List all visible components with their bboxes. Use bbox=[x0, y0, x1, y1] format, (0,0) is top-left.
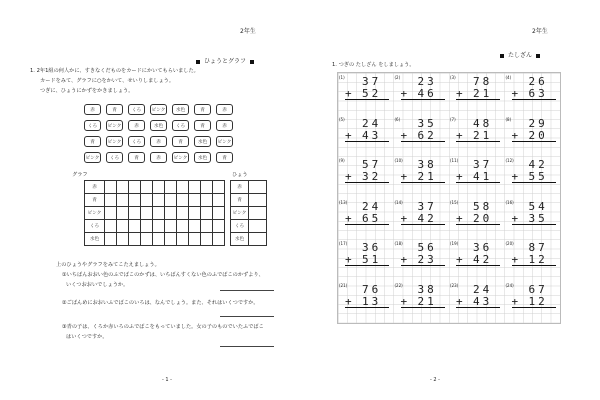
graph-cell[interactable] bbox=[117, 220, 129, 233]
color-card: 青 bbox=[194, 120, 211, 131]
addition-problem bbox=[395, 158, 449, 186]
table-row bbox=[231, 207, 267, 220]
plus-sign: + bbox=[511, 211, 522, 225]
addend-bottom: 43 bbox=[362, 128, 382, 142]
square-bullet-icon bbox=[500, 54, 504, 58]
addend-top: 36 bbox=[473, 241, 493, 254]
addend-bottom: 35 bbox=[528, 211, 548, 225]
graph-cell[interactable] bbox=[189, 233, 201, 246]
addend-bottom: 21 bbox=[417, 170, 437, 183]
graph-cell[interactable] bbox=[129, 194, 141, 207]
color-card: 青 bbox=[216, 152, 233, 163]
color-card: 水色 bbox=[194, 136, 211, 147]
problem-number: (16) bbox=[505, 199, 514, 205]
graph-cell[interactable] bbox=[165, 181, 177, 194]
graph-cell[interactable] bbox=[153, 220, 165, 233]
problem-number: (19) bbox=[450, 241, 459, 246]
graph-cell[interactable] bbox=[129, 181, 141, 194]
table-row bbox=[231, 194, 267, 207]
problem-number: (6) bbox=[394, 116, 401, 122]
graph-cell[interactable] bbox=[141, 181, 153, 194]
graph-cell[interactable] bbox=[177, 233, 189, 246]
color-card: 赤 bbox=[128, 120, 145, 131]
section-title bbox=[496, 50, 544, 59]
problem-number: (17) bbox=[339, 241, 348, 246]
problem-number: (24) bbox=[505, 282, 514, 288]
sum-line bbox=[401, 182, 445, 183]
sum-line bbox=[401, 265, 445, 266]
addend-bottom: 46 bbox=[417, 87, 437, 100]
plus-sign: + bbox=[456, 128, 466, 142]
graph-cell[interactable] bbox=[201, 233, 213, 246]
sum-line bbox=[401, 99, 445, 100]
graph-cell[interactable] bbox=[213, 194, 225, 207]
table-count-cell[interactable] bbox=[249, 220, 267, 233]
color-card: くろ bbox=[128, 136, 145, 147]
graph-cell[interactable] bbox=[201, 181, 213, 194]
color-card: 青 bbox=[172, 136, 189, 147]
plus-sign: + bbox=[345, 294, 355, 308]
sum-line bbox=[512, 307, 556, 308]
graph-cell[interactable] bbox=[105, 181, 117, 194]
question-1: ①いちばんおおい色のふでばこのかずは、いちばんすくない色のふでばこのかずより、 bbox=[62, 272, 264, 278]
plus-sign: + bbox=[511, 128, 522, 142]
sum-line bbox=[401, 307, 445, 308]
addend-bottom: 21 bbox=[417, 294, 437, 308]
addend-top: 48 bbox=[473, 116, 493, 130]
addend-top: 57 bbox=[362, 158, 382, 171]
addend-top: 24 bbox=[473, 282, 493, 296]
problem-number: (9) bbox=[339, 158, 345, 163]
addend-top: 67 bbox=[528, 282, 548, 296]
addition-problem bbox=[506, 200, 560, 228]
plus-sign: + bbox=[345, 87, 355, 100]
question-3-cont: はいくつですか。 bbox=[66, 334, 108, 340]
addition-problem bbox=[450, 241, 504, 269]
addend-top: 37 bbox=[362, 75, 382, 88]
color-card: ピンク bbox=[172, 152, 189, 163]
graph-row-label: ピンク bbox=[85, 207, 105, 220]
graph-cell[interactable] bbox=[141, 220, 153, 233]
section-title-text: ひょうとグラフ bbox=[204, 58, 247, 65]
plus-sign: + bbox=[400, 294, 411, 308]
color-card: ピンク bbox=[84, 152, 101, 163]
square-bullet-icon bbox=[196, 60, 200, 64]
answer-line[interactable] bbox=[220, 316, 274, 317]
plus-sign: + bbox=[400, 87, 411, 100]
tally-graph bbox=[84, 180, 225, 246]
addend-top: 76 bbox=[362, 282, 382, 296]
addend-top: 87 bbox=[528, 241, 548, 254]
graph-label: グラフ bbox=[72, 172, 88, 178]
graph-cell[interactable] bbox=[117, 207, 129, 220]
question-3: ③青の子は、くろか赤いろのふでばこをもっていました。女の子のものでいたふでばこ bbox=[62, 324, 264, 330]
table-row-label: くろ bbox=[231, 220, 249, 233]
problem-number: (3) bbox=[450, 75, 456, 80]
problem-number: (7) bbox=[450, 116, 456, 122]
addend-bottom: 12 bbox=[528, 294, 548, 308]
graph-cell[interactable] bbox=[189, 207, 201, 220]
graph-cell[interactable] bbox=[117, 233, 129, 246]
addend-top: 58 bbox=[473, 199, 493, 213]
graph-cell[interactable] bbox=[129, 233, 141, 246]
addend-bottom: 20 bbox=[528, 128, 548, 142]
color-card: ピンク bbox=[106, 120, 123, 131]
plus-sign: + bbox=[456, 170, 466, 183]
addend-top: 37 bbox=[417, 199, 437, 213]
addition-problem bbox=[395, 200, 449, 228]
sum-line bbox=[512, 265, 556, 266]
color-card: 青 bbox=[84, 136, 101, 147]
addition-problem bbox=[395, 117, 449, 145]
color-card: 青 bbox=[106, 104, 123, 115]
color-card: 赤 bbox=[216, 104, 233, 115]
graph-cell[interactable] bbox=[153, 194, 165, 207]
problem-number: (14) bbox=[394, 199, 403, 205]
intro-line: カードをみて、グラフに○をかいて、せいりしましょう。 bbox=[40, 78, 175, 84]
problem-number: (15) bbox=[450, 199, 459, 205]
addend-bottom: 43 bbox=[473, 294, 493, 308]
addend-bottom: 51 bbox=[362, 253, 382, 266]
addend-bottom: 12 bbox=[528, 253, 548, 266]
graph-cell[interactable] bbox=[129, 220, 141, 233]
problem-number: (1) bbox=[339, 75, 345, 80]
table-row bbox=[231, 220, 267, 233]
addend-bottom: 21 bbox=[473, 128, 493, 142]
section-title bbox=[192, 56, 258, 65]
graph-cell[interactable] bbox=[105, 194, 117, 207]
addend-top: 38 bbox=[417, 158, 437, 171]
addend-bottom: 42 bbox=[417, 211, 437, 225]
sum-line bbox=[345, 182, 389, 183]
problem-number: (5) bbox=[339, 116, 345, 122]
grade-label: 2年生 bbox=[532, 28, 548, 35]
addition-problem bbox=[339, 200, 393, 228]
page-number: - 2 - bbox=[430, 377, 440, 383]
graph-cell[interactable] bbox=[177, 220, 189, 233]
graph-cell[interactable] bbox=[153, 207, 165, 220]
table-row-label: 水色 bbox=[231, 233, 249, 246]
table-row bbox=[231, 181, 267, 194]
sum-line bbox=[456, 182, 500, 183]
graph-cell[interactable] bbox=[105, 207, 117, 220]
plus-sign: + bbox=[345, 253, 355, 266]
sum-line bbox=[512, 182, 556, 183]
graph-row bbox=[85, 181, 225, 194]
sum-line bbox=[456, 265, 500, 266]
sum-line bbox=[401, 141, 445, 142]
count-table bbox=[230, 180, 267, 246]
graph-cell[interactable] bbox=[165, 220, 177, 233]
sum-line bbox=[345, 99, 389, 100]
question-1-cont: いくつおおいでしょうか。 bbox=[66, 282, 129, 288]
graph-cell[interactable] bbox=[201, 207, 213, 220]
sum-line bbox=[512, 224, 556, 225]
addition-problem-grid bbox=[337, 72, 561, 324]
color-card: 青 bbox=[194, 104, 211, 115]
graph-row-label: 赤 bbox=[85, 181, 105, 194]
problem-number: (12) bbox=[505, 158, 514, 163]
graph-cell[interactable] bbox=[177, 181, 189, 194]
table-row bbox=[231, 233, 267, 246]
addend-bottom: 42 bbox=[473, 253, 493, 266]
addition-problem bbox=[506, 283, 560, 311]
plus-sign: + bbox=[400, 253, 411, 266]
graph-cell[interactable] bbox=[189, 181, 201, 194]
problem-number: (8) bbox=[505, 116, 512, 122]
graph-cell[interactable] bbox=[165, 207, 177, 220]
graph-cell[interactable] bbox=[153, 181, 165, 194]
addend-top: 35 bbox=[417, 116, 437, 130]
graph-cell[interactable] bbox=[177, 207, 189, 220]
graph-row bbox=[85, 220, 225, 233]
plus-sign: + bbox=[345, 128, 355, 142]
plus-sign: + bbox=[400, 211, 411, 225]
sum-line bbox=[401, 224, 445, 225]
color-card: 赤 bbox=[216, 120, 233, 131]
sum-line bbox=[345, 224, 389, 225]
intro-line: 1. 2年1組の何人かに、すきなくだものをカードにかいてもらいました。 bbox=[30, 68, 199, 74]
plus-sign: + bbox=[511, 253, 522, 266]
problem-number: (22) bbox=[394, 282, 403, 288]
sum-line bbox=[456, 99, 500, 100]
addend-bottom: 55 bbox=[528, 170, 548, 183]
addend-top: 56 bbox=[417, 241, 437, 254]
color-card: ピンク bbox=[150, 104, 167, 115]
table-count-cell[interactable] bbox=[249, 181, 267, 194]
answer-line[interactable] bbox=[220, 346, 274, 347]
color-card: ピンク bbox=[106, 136, 123, 147]
color-card: 赤 bbox=[150, 136, 167, 147]
addend-bottom: 23 bbox=[417, 253, 437, 266]
sum-line bbox=[345, 141, 389, 142]
addition-problem bbox=[339, 158, 393, 186]
color-card: 水色 bbox=[150, 120, 167, 131]
graph-row bbox=[85, 233, 225, 246]
graph-cell[interactable] bbox=[201, 220, 213, 233]
graph-cell[interactable] bbox=[117, 194, 129, 207]
square-bullet-icon bbox=[250, 60, 254, 64]
graph-cell[interactable] bbox=[177, 194, 189, 207]
plus-sign: + bbox=[400, 128, 411, 142]
color-card: くろ bbox=[172, 120, 189, 131]
problem-number: (10) bbox=[394, 158, 403, 163]
graph-cell[interactable] bbox=[165, 233, 177, 246]
addition-problem bbox=[450, 75, 504, 103]
addend-top: 26 bbox=[528, 75, 548, 88]
graph-row-label: くろ bbox=[85, 220, 105, 233]
plus-sign: + bbox=[456, 87, 466, 100]
addition-problem bbox=[506, 158, 560, 186]
addition-problem bbox=[395, 75, 449, 103]
addend-bottom: 20 bbox=[473, 211, 493, 225]
answer-line[interactable] bbox=[220, 290, 274, 291]
addition-problem bbox=[450, 117, 504, 145]
addend-top: 37 bbox=[473, 158, 493, 171]
addition-problem bbox=[339, 117, 393, 145]
graph-cell[interactable] bbox=[189, 194, 201, 207]
addend-top: 29 bbox=[528, 116, 548, 130]
addend-top: 42 bbox=[528, 158, 548, 171]
addend-bottom: 52 bbox=[362, 87, 382, 100]
table-row-label: 青 bbox=[231, 194, 249, 207]
grade-label: 2年生 bbox=[240, 28, 256, 35]
problem-number: (21) bbox=[339, 282, 348, 288]
sum-line bbox=[456, 141, 500, 142]
color-card: くろ bbox=[84, 120, 101, 131]
graph-cell[interactable] bbox=[141, 194, 153, 207]
color-card: くろ bbox=[106, 152, 123, 163]
addend-bottom: 62 bbox=[417, 128, 437, 142]
plus-sign: + bbox=[400, 170, 411, 183]
graph-cell[interactable] bbox=[117, 181, 129, 194]
addend-top: 36 bbox=[362, 241, 382, 254]
addition-problem bbox=[506, 75, 560, 103]
problem-number: (2) bbox=[394, 75, 401, 80]
problem-number: (18) bbox=[394, 241, 403, 246]
graph-cell[interactable] bbox=[141, 207, 153, 220]
addend-bottom: 65 bbox=[362, 211, 382, 225]
problem-number: (20) bbox=[505, 241, 514, 246]
table-row-label: ピンク bbox=[231, 207, 249, 220]
problem-number: (11) bbox=[450, 158, 459, 163]
graph-cell[interactable] bbox=[213, 233, 225, 246]
plus-sign: + bbox=[456, 211, 466, 225]
plus-sign: + bbox=[511, 170, 522, 183]
table-row-label: 赤 bbox=[231, 181, 249, 194]
graph-row bbox=[85, 207, 225, 220]
question-2: ②ごばんめにおおいふでばこのいろは、なんでしょう。また、それはいくつですか。 bbox=[62, 300, 259, 306]
color-card: 赤 bbox=[150, 152, 167, 163]
plus-sign: + bbox=[511, 294, 522, 308]
addition-problem bbox=[339, 283, 393, 311]
addend-top: 24 bbox=[362, 116, 382, 130]
sum-line bbox=[456, 307, 500, 308]
page-number: - 1 - bbox=[162, 377, 172, 383]
color-card: 水色 bbox=[194, 152, 211, 163]
addition-problem bbox=[506, 241, 560, 269]
addition-problem bbox=[395, 283, 449, 311]
graph-cell[interactable] bbox=[165, 194, 177, 207]
graph-cell[interactable] bbox=[213, 220, 225, 233]
instruction: 1. つぎの たしざん をしましょう。 bbox=[332, 62, 415, 68]
addend-bottom: 13 bbox=[362, 294, 382, 308]
problem-number: (13) bbox=[339, 199, 348, 205]
graph-cell[interactable] bbox=[141, 233, 153, 246]
intro-line: つぎに、ひょうにかずをかきましょう。 bbox=[40, 88, 134, 94]
addend-bottom: 41 bbox=[473, 170, 493, 183]
sum-line bbox=[345, 265, 389, 266]
problem-number: (23) bbox=[450, 282, 459, 288]
table-count-cell[interactable] bbox=[249, 207, 267, 220]
graph-cell[interactable] bbox=[129, 207, 141, 220]
addition-problem bbox=[339, 75, 393, 103]
graph-cell[interactable] bbox=[105, 233, 117, 246]
graph-cell[interactable] bbox=[213, 181, 225, 194]
addend-top: 78 bbox=[473, 75, 493, 88]
plus-sign: + bbox=[345, 170, 355, 183]
addition-problem bbox=[450, 158, 504, 186]
color-card: 青 bbox=[128, 152, 145, 163]
table-count-cell[interactable] bbox=[249, 194, 267, 207]
table-label: ひょう bbox=[232, 172, 248, 178]
addition-problem bbox=[339, 241, 393, 269]
color-card: 水色 bbox=[172, 104, 189, 115]
sum-line bbox=[512, 141, 556, 142]
color-card: ピンク bbox=[216, 136, 233, 147]
graph-row-label: 青 bbox=[85, 194, 105, 207]
square-bullet-icon bbox=[536, 54, 540, 58]
addend-top: 24 bbox=[362, 199, 382, 213]
sum-line bbox=[345, 307, 389, 308]
graph-row-label: 水色 bbox=[85, 233, 105, 246]
color-card: くろ bbox=[128, 104, 145, 115]
section-title-text: たしざん bbox=[508, 52, 533, 59]
plus-sign: + bbox=[345, 211, 355, 225]
addend-bottom: 32 bbox=[362, 170, 382, 183]
right-page bbox=[300, 0, 600, 400]
question-intro: 上のひょうやグラフをみてこたえましょう。 bbox=[56, 262, 160, 268]
addend-top: 54 bbox=[528, 199, 548, 213]
addend-top: 23 bbox=[417, 75, 437, 88]
table-count-cell[interactable] bbox=[249, 233, 267, 246]
graph-cell[interactable] bbox=[189, 220, 201, 233]
sum-line bbox=[456, 224, 500, 225]
addition-problem bbox=[450, 283, 504, 311]
graph-cell[interactable] bbox=[201, 194, 213, 207]
graph-cell[interactable] bbox=[105, 220, 117, 233]
graph-cell[interactable] bbox=[213, 207, 225, 220]
color-card: 赤 bbox=[84, 104, 101, 115]
addend-top: 38 bbox=[417, 282, 437, 296]
addend-bottom: 63 bbox=[528, 87, 548, 100]
plus-sign: + bbox=[511, 87, 522, 100]
addition-problem bbox=[395, 241, 449, 269]
problem-number: (4) bbox=[505, 75, 512, 80]
graph-row bbox=[85, 194, 225, 207]
graph-cell[interactable] bbox=[153, 233, 165, 246]
plus-sign: + bbox=[456, 253, 466, 266]
plus-sign: + bbox=[456, 294, 466, 308]
addend-bottom: 21 bbox=[473, 87, 493, 100]
sum-line bbox=[512, 99, 556, 100]
addition-problem bbox=[450, 200, 504, 228]
addition-problem bbox=[506, 117, 560, 145]
